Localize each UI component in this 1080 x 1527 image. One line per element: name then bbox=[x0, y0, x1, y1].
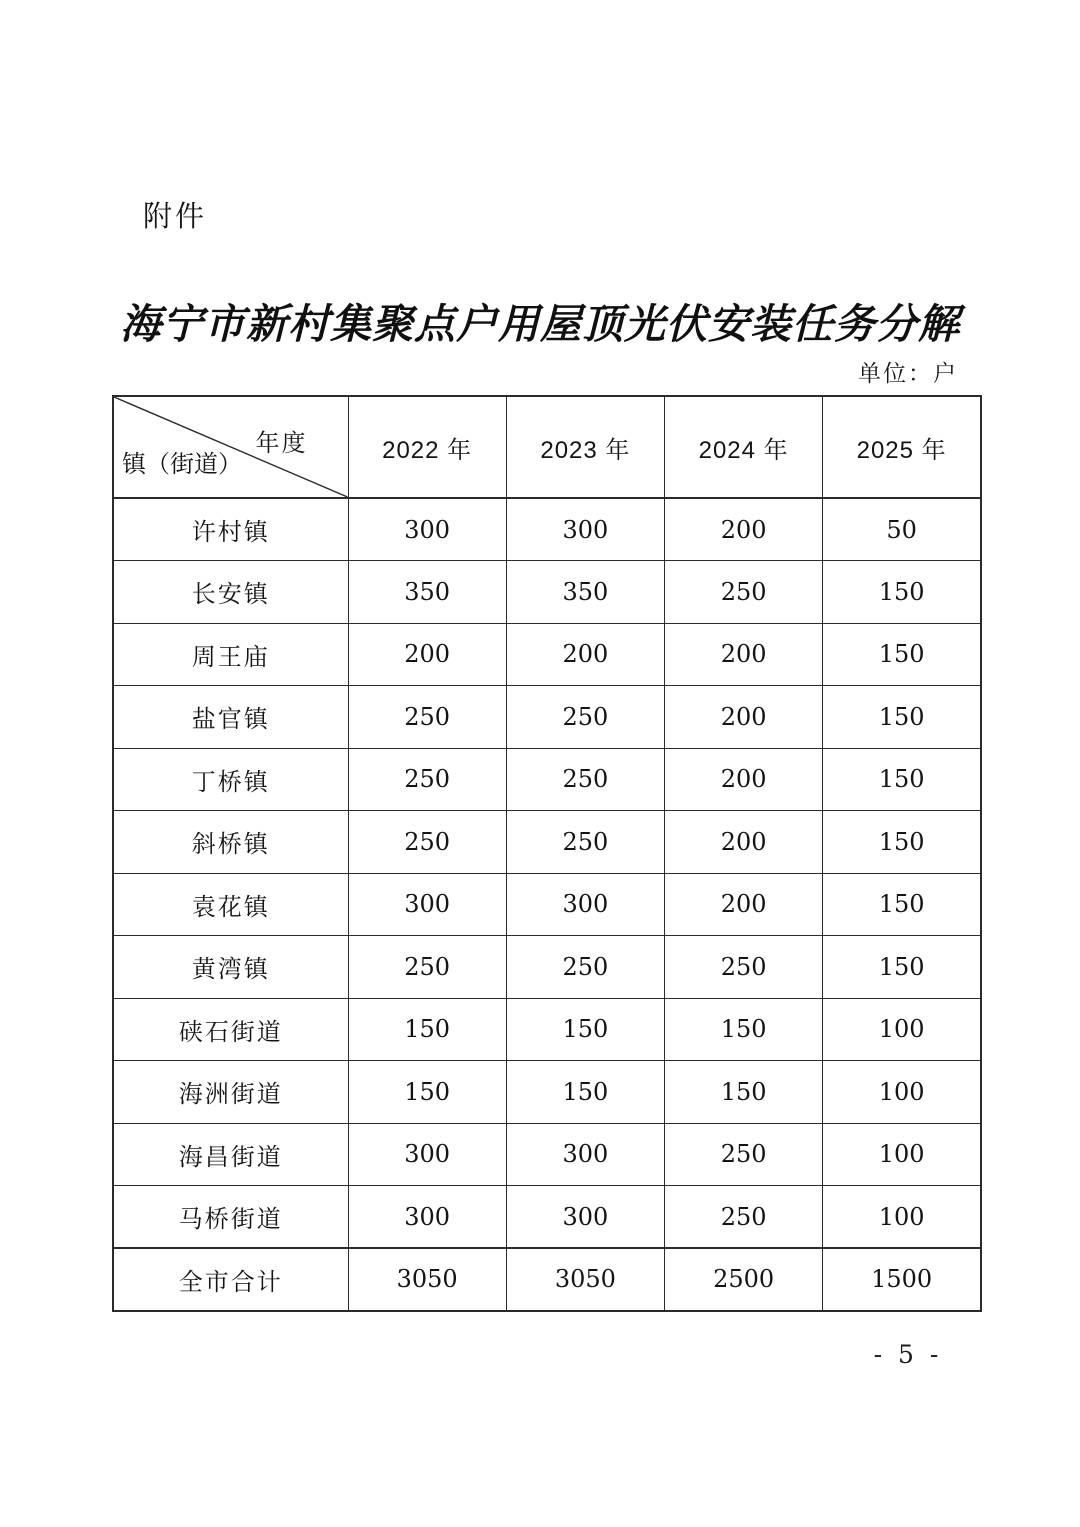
value-cell-2022: 250 bbox=[348, 686, 506, 749]
value-cell-2022: 250 bbox=[348, 811, 506, 874]
town-name-cell: 许村镇 bbox=[113, 498, 348, 561]
value-cell-2024: 200 bbox=[665, 623, 823, 686]
value-cell-2023: 300 bbox=[506, 1123, 664, 1186]
value-cell-2023: 300 bbox=[506, 498, 664, 561]
value-cell-2024: 150 bbox=[665, 998, 823, 1061]
table-row bbox=[113, 686, 981, 749]
corner-label-town: 镇（街道） bbox=[122, 451, 242, 478]
value-cell-2022: 250 bbox=[348, 748, 506, 811]
town-name-cell: 全市合计 bbox=[113, 1248, 348, 1311]
value-cell-2023: 300 bbox=[506, 873, 664, 936]
value-cell-2024: 250 bbox=[665, 1186, 823, 1249]
value-cell-2023: 150 bbox=[506, 1061, 664, 1124]
town-name-cell: 海昌街道 bbox=[113, 1123, 348, 1186]
value-cell-2024: 200 bbox=[665, 811, 823, 874]
value-cell-2025: 1500 bbox=[823, 1248, 981, 1311]
value-cell-2025: 150 bbox=[823, 811, 981, 874]
town-name-cell: 硖石街道 bbox=[113, 998, 348, 1061]
value-cell-2024: 250 bbox=[665, 1123, 823, 1186]
town-name-cell: 盐官镇 bbox=[113, 686, 348, 749]
value-cell-2023: 250 bbox=[506, 811, 664, 874]
value-cell-2024: 200 bbox=[665, 686, 823, 749]
town-name-cell: 海洲街道 bbox=[113, 1061, 348, 1124]
town-name-cell: 周王庙 bbox=[113, 623, 348, 686]
value-cell-2025: 50 bbox=[823, 498, 981, 561]
table-row bbox=[113, 561, 981, 624]
value-cell-2025: 150 bbox=[823, 686, 981, 749]
table-row bbox=[113, 1248, 981, 1311]
value-cell-2024: 250 bbox=[665, 561, 823, 624]
corner-label-year: 年度 bbox=[255, 430, 308, 457]
town-name-cell: 黄湾镇 bbox=[113, 936, 348, 999]
value-cell-2025: 150 bbox=[823, 561, 981, 624]
value-cell-2022: 200 bbox=[348, 623, 506, 686]
value-cell-2025: 150 bbox=[823, 936, 981, 999]
town-name-cell: 长安镇 bbox=[113, 561, 348, 624]
table-row bbox=[113, 623, 981, 686]
value-cell-2025: 150 bbox=[823, 748, 981, 811]
town-name-cell: 丁桥镇 bbox=[113, 748, 348, 811]
table-row bbox=[113, 936, 981, 999]
value-cell-2024: 200 bbox=[665, 873, 823, 936]
pv-task-table bbox=[112, 395, 982, 1312]
value-cell-2022: 300 bbox=[348, 1186, 506, 1249]
year-header-2024: 2024 年 bbox=[665, 396, 823, 498]
value-cell-2025: 100 bbox=[823, 1186, 981, 1249]
value-cell-2022: 250 bbox=[348, 936, 506, 999]
year-header-2025: 2025 年 bbox=[823, 396, 981, 498]
table-row bbox=[113, 1186, 981, 1249]
town-name-cell: 马桥街道 bbox=[113, 1186, 348, 1249]
value-cell-2022: 300 bbox=[348, 873, 506, 936]
value-cell-2022: 350 bbox=[348, 561, 506, 624]
value-cell-2025: 150 bbox=[823, 623, 981, 686]
value-cell-2022: 3050 bbox=[348, 1248, 506, 1311]
value-cell-2023: 250 bbox=[506, 936, 664, 999]
value-cell-2022: 150 bbox=[348, 998, 506, 1061]
value-cell-2023: 250 bbox=[506, 748, 664, 811]
value-cell-2023: 200 bbox=[506, 623, 664, 686]
page-number: - 5 - bbox=[873, 1340, 943, 1369]
value-cell-2023: 3050 bbox=[506, 1248, 664, 1311]
table-row bbox=[113, 1061, 981, 1124]
year-header-2022: 2022 年 bbox=[348, 396, 506, 498]
table-row bbox=[113, 811, 981, 874]
value-cell-2025: 100 bbox=[823, 1061, 981, 1124]
value-cell-2024: 150 bbox=[665, 1061, 823, 1124]
value-cell-2024: 200 bbox=[665, 498, 823, 561]
value-cell-2023: 250 bbox=[506, 686, 664, 749]
page-title: 海宁市新村集聚点户用屋顶光伏安装任务分解 bbox=[120, 300, 960, 348]
attachment-label: 附件 bbox=[143, 201, 208, 233]
value-cell-2024: 200 bbox=[665, 748, 823, 811]
value-cell-2025: 100 bbox=[823, 1123, 981, 1186]
value-cell-2023: 150 bbox=[506, 998, 664, 1061]
value-cell-2023: 350 bbox=[506, 561, 664, 624]
table-row bbox=[113, 748, 981, 811]
value-cell-2025: 100 bbox=[823, 998, 981, 1061]
table-row bbox=[113, 498, 981, 561]
value-cell-2025: 150 bbox=[823, 873, 981, 936]
town-name-cell: 斜桥镇 bbox=[113, 811, 348, 874]
table-row bbox=[113, 1123, 981, 1186]
value-cell-2022: 300 bbox=[348, 498, 506, 561]
year-header-2023: 2023 年 bbox=[506, 396, 664, 498]
value-cell-2022: 150 bbox=[348, 1061, 506, 1124]
table-row bbox=[113, 998, 981, 1061]
value-cell-2023: 300 bbox=[506, 1186, 664, 1249]
value-cell-2022: 300 bbox=[348, 1123, 506, 1186]
unit-label: 单位：户 bbox=[858, 360, 958, 386]
table-corner-cell bbox=[113, 396, 348, 498]
table-row bbox=[113, 873, 981, 936]
value-cell-2024: 250 bbox=[665, 936, 823, 999]
town-name-cell: 袁花镇 bbox=[113, 873, 348, 936]
value-cell-2024: 2500 bbox=[665, 1248, 823, 1311]
table-header-row bbox=[113, 396, 981, 498]
